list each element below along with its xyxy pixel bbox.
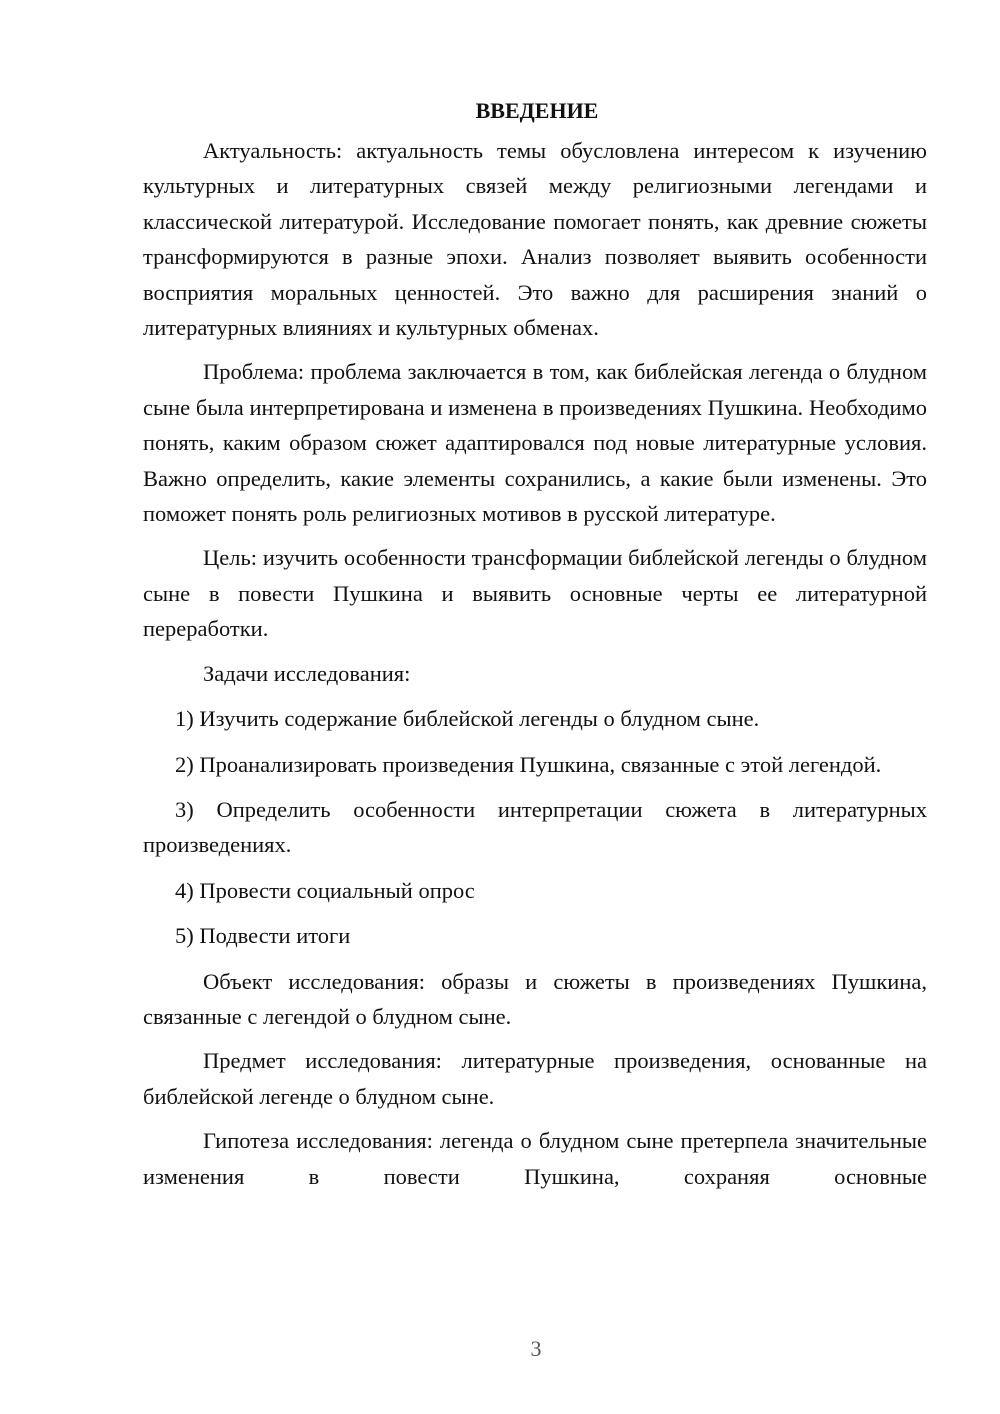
task-item-2: 2) Проанализировать произведения Пушкина, связанные с этой легендой. [175, 751, 882, 777]
subject-paragraph: Предмет исследования: литературные произведения, основанные на библейской легенде о блудном сыне. [143, 1048, 927, 1109]
goal-paragraph: Цель: изучить особенности трансформации библейской легенды о блудном сыне в повести Пушкина и выявить основные черты ее литературной переработки. [143, 545, 927, 642]
hypothesis-paragraph: Гипотеза исследования: легенда о блудном сыне претерпела значительные изменения в повести Пушкина, сохраняя основные [143, 1128, 927, 1189]
page-number: 3 [530, 1336, 542, 1361]
tasks-heading: Задачи исследования: [203, 660, 411, 686]
problem-paragraph: Проблема: проблема заключается в том, как библейская легенда о блудном сыне была интерпретирована и изменена в произведениях Пушкина. Необходимо понять, каким образом сюжет адаптировался под новые литературные условия. Важно определить, какие элементы сохранились, а какие были изменены. Это поможет понять роль религиозных мотивов в русской литературе. [143, 359, 927, 527]
section-title: ВВЕДЕНИЕ [475, 98, 599, 123]
object-paragraph: Объект исследования: образы и сюжеты в произведениях Пушкина, связанные с легендой о блудном сыне. [143, 968, 927, 1029]
task-item-1: 1) Изучить содержание библейской легенды о блудном сыне. [175, 706, 760, 732]
task-item-5: 5) Подвести итоги [175, 923, 351, 949]
page-body [143, 96, 927, 1203]
relevance-paragraph: Актуальность: актуальность темы обусловлена интересом к изучению культурных и литературных связей между религиозными легендами и классической литературой. Исследование помогает понять, как древние сюжеты трансформируются в разные эпохи. Анализ позволяет выявить особенности восприятия моральных ценностей. Это важно для расширения знаний о литературных влияниях и культурных обменах. [143, 138, 927, 341]
task-item-3: 3) Определить особенности интерпретации сюжета в литературных произведениях. [143, 796, 927, 858]
task-item-4: 4) Провести социальный опрос [175, 877, 475, 903]
